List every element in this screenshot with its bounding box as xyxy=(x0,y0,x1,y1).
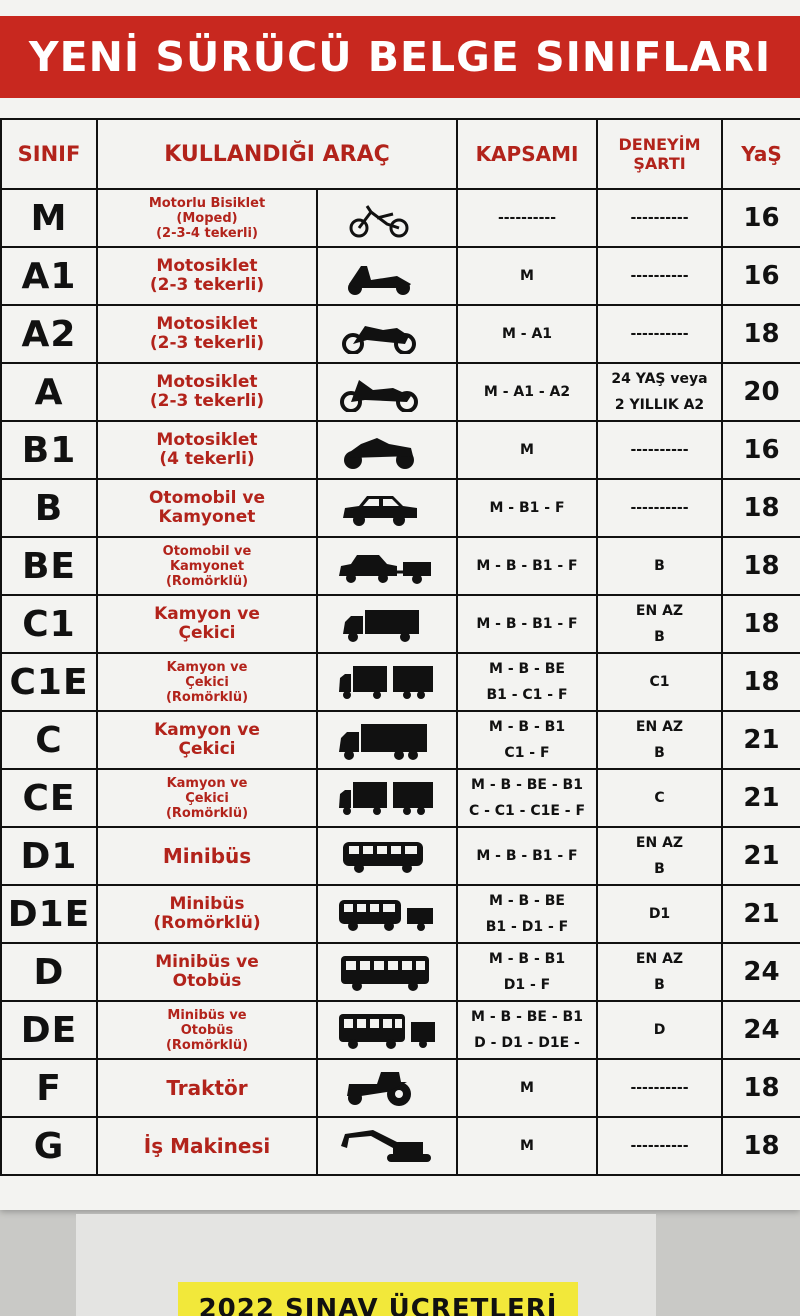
coverage-value: ---------- xyxy=(457,189,597,247)
minimum-age: 18 xyxy=(722,1117,800,1175)
minimum-age: 18 xyxy=(722,479,800,537)
experience-requirement: EN AZ B xyxy=(597,595,722,653)
minimum-age: 24 xyxy=(722,943,800,1001)
experience-requirement: B xyxy=(597,537,722,595)
table-row xyxy=(1,1059,800,1117)
minimum-age: 21 xyxy=(722,827,800,885)
experience-requirement: ---------- xyxy=(597,305,722,363)
minimum-age: 16 xyxy=(722,189,800,247)
vehicle-name: İş Makinesi xyxy=(97,1117,317,1175)
minimum-age: 18 xyxy=(722,305,800,363)
license-class-code: B1 xyxy=(1,421,97,479)
license-class-code: A xyxy=(1,363,97,421)
experience-requirement: D1 xyxy=(597,885,722,943)
experience-requirement: ---------- xyxy=(597,247,722,305)
experience-requirement: ---------- xyxy=(597,1117,722,1175)
coverage-value: M - B - B1 D1 - F xyxy=(457,943,597,1001)
table-row xyxy=(1,711,800,769)
vehicle-name: Motosiklet (2-3 tekerli) xyxy=(97,305,317,363)
license-class-code: C xyxy=(1,711,97,769)
table-row xyxy=(1,363,800,421)
minimum-age: 24 xyxy=(722,1001,800,1059)
table-row xyxy=(1,1117,800,1175)
scooter-icon xyxy=(317,247,457,305)
coverage-value: M - A1 xyxy=(457,305,597,363)
car-trailer-icon xyxy=(317,537,457,595)
experience-requirement: C1 xyxy=(597,653,722,711)
minimum-age: 16 xyxy=(722,247,800,305)
license-class-code: D1 xyxy=(1,827,97,885)
bus-icon xyxy=(317,943,457,1001)
coverage-value: M - B - BE - B1 C - C1 - C1E - F xyxy=(457,769,597,827)
coverage-value: M - B - BE B1 - D1 - F xyxy=(457,885,597,943)
excavator-icon xyxy=(317,1117,457,1175)
minimum-age: 21 xyxy=(722,885,800,943)
title-banner xyxy=(0,16,800,98)
table-row xyxy=(1,1001,800,1059)
table-row xyxy=(1,595,800,653)
minibus-trailer-icon xyxy=(317,885,457,943)
experience-requirement: EN AZ B xyxy=(597,827,722,885)
table-row xyxy=(1,769,800,827)
table-row xyxy=(1,827,800,885)
license-class-code: D xyxy=(1,943,97,1001)
vehicle-name: Minibüs ve Otobüs (Romörklü) xyxy=(97,1001,317,1059)
license-table xyxy=(0,118,800,1176)
vehicle-name: Kamyon ve Çekici (Romörklü) xyxy=(97,653,317,711)
vehicle-name: Motosiklet (2-3 tekerli) xyxy=(97,247,317,305)
vehicle-name: Motosiklet (2-3 tekerli) xyxy=(97,363,317,421)
table-row xyxy=(1,943,800,1001)
vehicle-name: Otomobil ve Kamyonet (Romörklü) xyxy=(97,537,317,595)
moped-icon xyxy=(317,189,457,247)
bus-trailer-icon xyxy=(317,1001,457,1059)
minimum-age: 21 xyxy=(722,769,800,827)
minimum-age: 18 xyxy=(722,537,800,595)
vehicle-name: Motorlu Bisiklet (Moped) (2-3-4 tekerli) xyxy=(97,189,317,247)
license-class-code: A1 xyxy=(1,247,97,305)
minimum-age: 16 xyxy=(722,421,800,479)
minimum-age: 20 xyxy=(722,363,800,421)
minibus-icon xyxy=(317,827,457,885)
coverage-value: M - B - B1 - F xyxy=(457,827,597,885)
license-class-code: C1E xyxy=(1,653,97,711)
license-class-code: G xyxy=(1,1117,97,1175)
vehicle-name: Minibüs ve Otobüs xyxy=(97,943,317,1001)
table-row xyxy=(1,305,800,363)
coverage-value: M - B - B1 - F xyxy=(457,537,597,595)
tractor-icon xyxy=(317,1059,457,1117)
coverage-value: M xyxy=(457,247,597,305)
license-class-code: DE xyxy=(1,1001,97,1059)
coverage-value: M - B - BE B1 - C1 - F xyxy=(457,653,597,711)
vehicle-name: Otomobil ve Kamyonet xyxy=(97,479,317,537)
truck-trailer-icon xyxy=(317,769,457,827)
table-row xyxy=(1,653,800,711)
exam-fees-title: 2022 SINAV ÜCRETLERİ xyxy=(198,1294,558,1316)
coverage-value: M - B1 - F xyxy=(457,479,597,537)
table-row xyxy=(1,189,800,247)
coverage-value: M - B - BE - B1 D - D1 - D1E - xyxy=(457,1001,597,1059)
vehicle-name: Kamyon ve Çekici xyxy=(97,595,317,653)
experience-requirement: ---------- xyxy=(597,189,722,247)
car-icon xyxy=(317,479,457,537)
vehicle-name: Motosiklet (4 tekerli) xyxy=(97,421,317,479)
header-vehicle: KULLANDIĞI ARAÇ xyxy=(97,119,457,189)
header-scope: KAPSAMI xyxy=(457,119,597,189)
motorcycle-icon xyxy=(317,305,457,363)
license-class-code: BE xyxy=(1,537,97,595)
table-row xyxy=(1,421,800,479)
table-row xyxy=(1,885,800,943)
minimum-age: 18 xyxy=(722,1059,800,1117)
experience-requirement: ---------- xyxy=(597,1059,722,1117)
license-class-code: CE xyxy=(1,769,97,827)
experience-requirement: 24 YAŞ veya 2 YILLIK A2 xyxy=(597,363,722,421)
truck-icon xyxy=(317,711,457,769)
coverage-value: M - B - B1 C1 - F xyxy=(457,711,597,769)
truck-trailer-icon xyxy=(317,653,457,711)
header-class: SINIF xyxy=(1,119,97,189)
coverage-value: M xyxy=(457,1117,597,1175)
vehicle-name: Traktör xyxy=(97,1059,317,1117)
header-experience: DENEYİM ŞARTI xyxy=(597,119,722,189)
table-row xyxy=(1,479,800,537)
small-truck-icon xyxy=(317,595,457,653)
license-class-code: F xyxy=(1,1059,97,1117)
vehicle-name: Minibüs (Romörklü) xyxy=(97,885,317,943)
header-age: YaŞ xyxy=(722,119,800,189)
coverage-value: M - A1 - A2 xyxy=(457,363,597,421)
license-class-code: A2 xyxy=(1,305,97,363)
minimum-age: 18 xyxy=(722,595,800,653)
experience-requirement: ---------- xyxy=(597,479,722,537)
minimum-age: 21 xyxy=(722,711,800,769)
experience-requirement: EN AZ B xyxy=(597,711,722,769)
coverage-value: M xyxy=(457,1059,597,1117)
coverage-value: M - B - B1 - F xyxy=(457,595,597,653)
experience-requirement: ---------- xyxy=(597,421,722,479)
chopper-icon xyxy=(317,363,457,421)
exam-fees-label xyxy=(178,1282,578,1316)
table-header-row xyxy=(1,119,800,189)
experience-requirement: C xyxy=(597,769,722,827)
coverage-value: M xyxy=(457,421,597,479)
license-class-code: C1 xyxy=(1,595,97,653)
minimum-age: 18 xyxy=(722,653,800,711)
experience-requirement: EN AZ B xyxy=(597,943,722,1001)
license-class-code: D1E xyxy=(1,885,97,943)
table-row xyxy=(1,247,800,305)
license-class-code: B xyxy=(1,479,97,537)
vehicle-name: Kamyon ve Çekici xyxy=(97,711,317,769)
poster-title: YENİ SÜRÜCÜ BELGE SINIFLARI xyxy=(28,33,772,81)
table-row xyxy=(1,537,800,595)
experience-requirement: D xyxy=(597,1001,722,1059)
atv-icon xyxy=(317,421,457,479)
vehicle-name: Kamyon ve Çekici (Romörklü) xyxy=(97,769,317,827)
vehicle-name: Minibüs xyxy=(97,827,317,885)
license-class-code: M xyxy=(1,189,97,247)
